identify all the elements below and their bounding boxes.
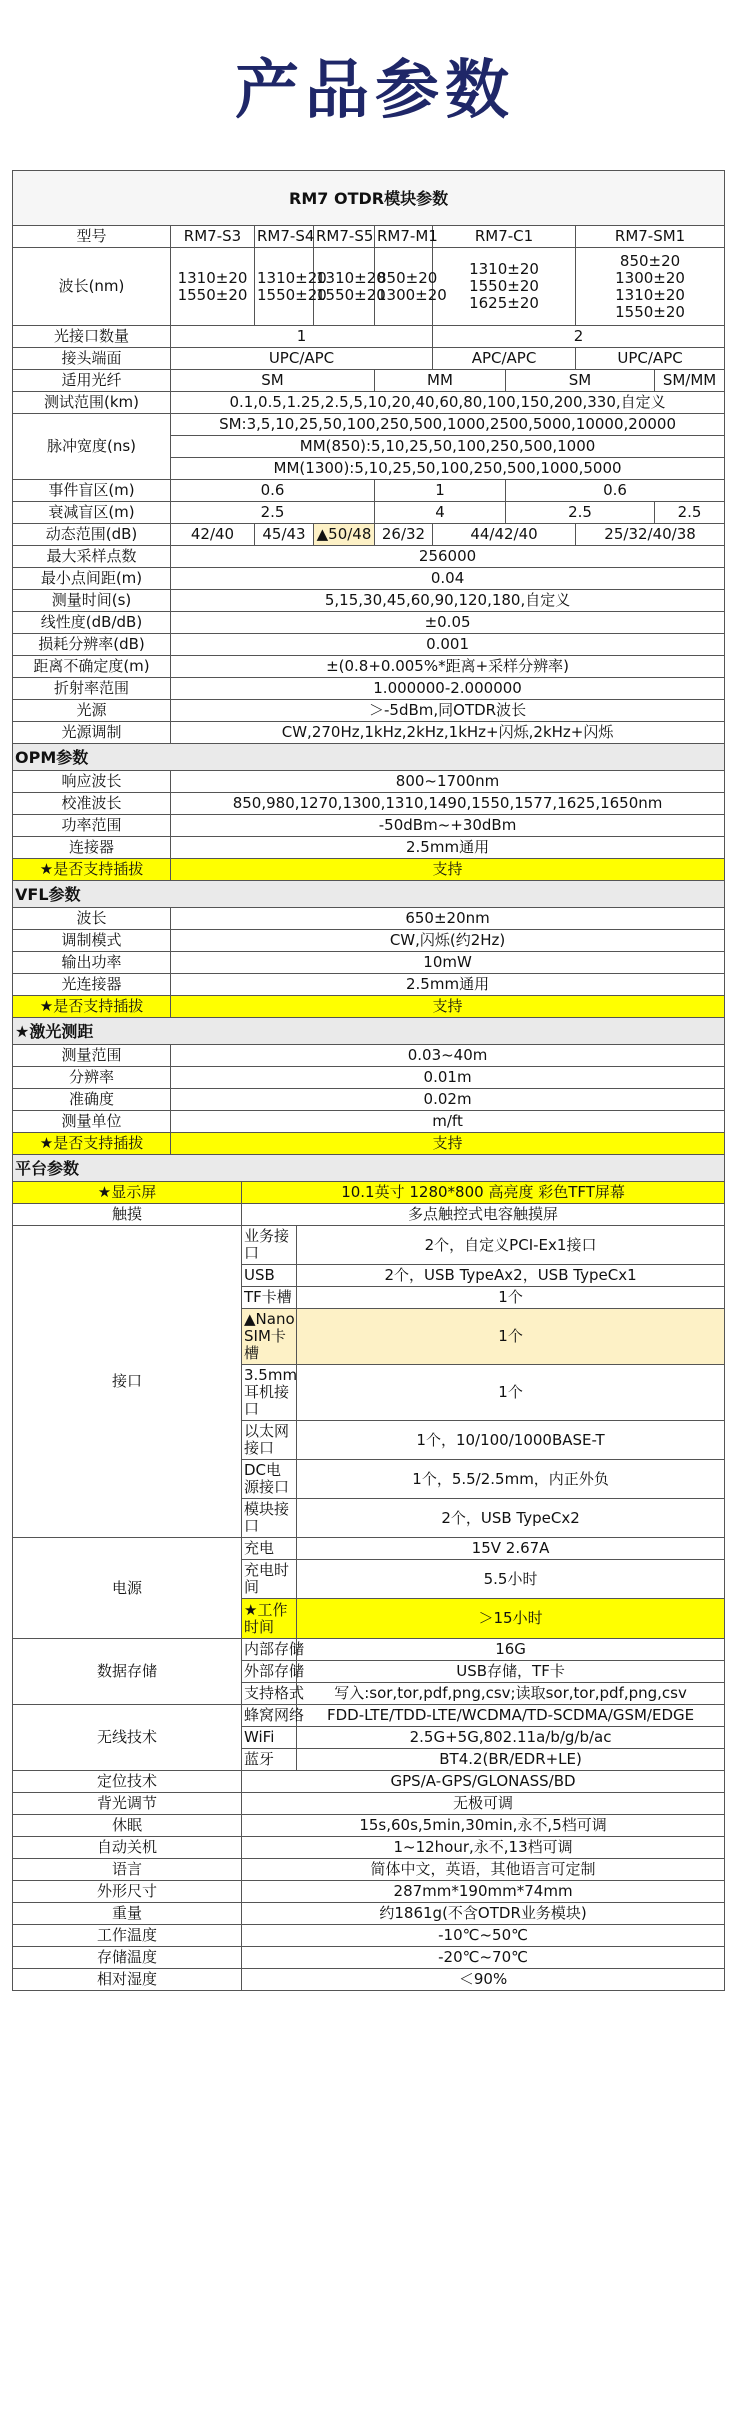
table-cell: 工作温度 [13,1925,242,1947]
table-row [13,1155,725,1182]
table-cell: 适用光纤 [13,370,171,392]
model-4: RM7-C1 [433,226,576,248]
table-row [13,370,725,392]
table-cell: 损耗分辨率(dB) [13,634,171,656]
table-cell: 2.5 [655,502,725,524]
wavelength-5: 850±20 1300±20 1310±20 1550±20 [576,248,725,326]
iface-item-label: TF卡槽 [242,1287,297,1309]
table-cell: 2.5mm通用 [171,837,725,859]
table-cell: 多点触控式电容触摸屏 [242,1204,725,1226]
table-row [13,348,725,370]
table-row [13,930,725,952]
table-cell: 响应波长 [13,771,171,793]
model-label: 型号 [13,226,171,248]
iface-item-value: 1个，5.5/2.5mm，内正外负 [297,1460,725,1499]
table-cell: 接头端面 [13,348,171,370]
table-cell: 光接口数量 [13,326,171,348]
table-cell: 脉冲宽度(ns) [13,414,171,480]
section-title: 平台参数 [13,1155,725,1182]
table-cell: 分辨率 [13,1067,171,1089]
table-cell: 衰减盲区(m) [13,502,171,524]
table-row [13,744,725,771]
table-cell: m/ft [171,1111,725,1133]
table-row [13,1903,725,1925]
table-cell: 4 [375,502,506,524]
table-cell: SM:3,5,10,25,50,100,250,500,1000,2500,5000,10000,20000 [171,414,725,436]
iface-item-value: 1个 [297,1309,725,1365]
page-title: 产品参数 [235,54,515,128]
table-cell: 0.6 [171,480,375,502]
table-cell: UPC/APC [171,348,433,370]
wireless-item-value: FDD-LTE/TDD-LTE/WCDMA/TD-SCDMA/GSM/EDGE [297,1705,725,1727]
storage-item-value: 16G [297,1639,725,1661]
table-row [13,568,725,590]
iface-item-label: ▲Nano SIM卡槽 [242,1309,297,1365]
table-cell: 2 [433,326,725,348]
power-item-label: 充电 [242,1538,297,1560]
iface-item-label: USB [242,1265,297,1287]
table-cell: 背光调节 [13,1793,242,1815]
table-cell: 线性度(dB/dB) [13,612,171,634]
table-cell: APC/APC [433,348,576,370]
iface-item-label: 以太网接口 [242,1421,297,1460]
support-label: ★是否支持插拔 [13,859,171,881]
table-row [13,881,725,908]
table-cell: 语言 [13,1859,242,1881]
iface-item-value: 1个 [297,1287,725,1309]
dyn-2: ▲50/48 [314,524,375,546]
power-item-value: 15V 2.67A [297,1538,725,1560]
table-cell: CW,270Hz,1kHz,2kHz,1kHz+闪烁,2kHz+闪烁 [171,722,725,744]
table-cell: 0.03~40m [171,1045,725,1067]
display-value: 10.1英寸 1280*800 高亮度 彩色TFT屏幕 [242,1182,725,1204]
table-row [13,974,725,996]
table-cell: MM(850):5,10,25,50,100,250,500,1000 [171,436,725,458]
table-cell: 连接器 [13,837,171,859]
iface-item-label: 业务接口 [242,1226,297,1265]
table-cell: SM [506,370,655,392]
display-label: ★显示屏 [13,1182,242,1204]
table-cell: 调制模式 [13,930,171,952]
table-row [13,248,725,326]
model-2: RM7-S5 [314,226,375,248]
table-row [13,793,725,815]
iface-item-label: 模块接口 [242,1499,297,1538]
iface-item-label: DC电源接口 [242,1460,297,1499]
table-row [13,952,725,974]
iface-item-value: 1个 [297,1365,725,1421]
section-title: OPM参数 [13,744,725,771]
table-cell: SM [171,370,375,392]
support-value: 支持 [171,859,725,881]
table-cell: -50dBm~+30dBm [171,815,725,837]
table-row [13,1969,725,1991]
table-row [13,1182,725,1204]
table-cell: 最小点间距(m) [13,568,171,590]
table-cell: 休眠 [13,1815,242,1837]
table-row [13,612,725,634]
model-3: RM7-M1 [375,226,433,248]
table-cell: 0.6 [506,480,725,502]
table-cell: 10mW [171,952,725,974]
table-cell: 距离不确定度(m) [13,656,171,678]
table-row [13,1837,725,1859]
table-cell: -10℃~50℃ [242,1925,725,1947]
iface-item-value: 2个，USB TypeAx2，USB TypeCx1 [297,1265,725,1287]
table-row [13,1705,725,1727]
table-cell: 存储温度 [13,1947,242,1969]
power-item-label: ★工作时间 [242,1599,297,1639]
table-cell: ±(0.8+0.005%*距离+采样分辨率) [171,656,725,678]
table-row [13,1771,725,1793]
dyn-0: 42/40 [171,524,255,546]
table-cell: ＞-5dBm,同OTDR波长 [171,700,725,722]
table-cell: -20℃~70℃ [242,1947,725,1969]
table-cell: 准确度 [13,1089,171,1111]
table-cell: 触摸 [13,1204,242,1226]
section-title: VFL参数 [13,881,725,908]
table-cell: 重量 [13,1903,242,1925]
table-cell: 最大采样点数 [13,546,171,568]
table-row [13,1793,725,1815]
table-row [13,392,725,414]
table-row [13,502,725,524]
table-row [13,171,725,226]
table-cell: ＜90% [242,1969,725,1991]
model-0: RM7-S3 [171,226,255,248]
table-row [13,590,725,612]
table-cell: 无极可调 [242,1793,725,1815]
table-cell: 自动关机 [13,1837,242,1859]
table-cell: 约1861g(不含OTDR业务模块) [242,1903,725,1925]
table-cell: 2.5mm通用 [171,974,725,996]
model-1: RM7-S4 [255,226,314,248]
support-value: 支持 [171,996,725,1018]
table-cell: 波长 [13,908,171,930]
table-row [13,480,725,502]
power-item-value: 5.5小时 [297,1560,725,1599]
table-cell: 2.5 [171,502,375,524]
table-row [13,996,725,1018]
table-row [13,771,725,793]
table-cell: 测量时间(s) [13,590,171,612]
table-row [13,1018,725,1045]
table-row [13,1226,725,1265]
storage-item-label: 支持格式 [242,1683,297,1705]
table-cell: ±0.05 [171,612,725,634]
table-row [13,634,725,656]
power-item-label: 充电时间 [242,1560,297,1599]
spec-table [12,170,725,1991]
support-value: 支持 [171,1133,725,1155]
storage-label: 数据存储 [13,1639,242,1705]
wireless-item-value: BT4.2(BR/EDR+LE) [297,1749,725,1771]
table-title: RM7 OTDR模块参数 [13,171,725,226]
table-row [13,1089,725,1111]
wireless-item-label: 蜂窝网络 [242,1705,297,1727]
section-title: ★激光测距 [13,1018,725,1045]
storage-item-value: USB存储，TF卡 [297,1661,725,1683]
table-cell: 0.02m [171,1089,725,1111]
table-cell: SM/MM [655,370,725,392]
table-cell: 测试范围(km) [13,392,171,414]
table-cell: 折射率范围 [13,678,171,700]
table-cell: 0.001 [171,634,725,656]
storage-item-label: 外部存储 [242,1661,297,1683]
table-row [13,837,725,859]
table-cell: 动态范围(dB) [13,524,171,546]
table-cell: 800~1700nm [171,771,725,793]
table-cell: 相对湿度 [13,1969,242,1991]
table-cell: 事件盲区(m) [13,480,171,502]
power-label: 电源 [13,1538,242,1639]
wavelength-0: 1310±20 1550±20 [171,248,255,326]
wireless-item-value: 2.5G+5G,802.11a/b/g/b/ac [297,1727,725,1749]
table-row [13,859,725,881]
table-row [13,1815,725,1837]
table-row [13,226,725,248]
wireless-item-label: WiFi [242,1727,297,1749]
table-cell: 850,980,1270,1300,1310,1490,1550,1577,1625,1650nm [171,793,725,815]
table-row [13,1538,725,1560]
table-row [13,908,725,930]
table-row [13,326,725,348]
table-cell: GPS/A-GPS/GLONASS/BD [242,1771,725,1793]
table-cell: 外形尺寸 [13,1881,242,1903]
table-row [13,414,725,436]
iface-item-label: 3.5mm耳机接口 [242,1365,297,1421]
table-row [13,1067,725,1089]
table-row [13,1947,725,1969]
iface-item-value: 2个，USB TypeCx2 [297,1499,725,1538]
table-row [13,1639,725,1661]
table-cell: 光源调制 [13,722,171,744]
iface-item-value: 2个，自定义PCI-Ex1接口 [297,1226,725,1265]
page-title-area [0,0,750,170]
dyn-4: 44/42/40 [433,524,576,546]
table-cell: 校准波长 [13,793,171,815]
support-label: ★是否支持插拔 [13,996,171,1018]
wireless-item-label: 蓝牙 [242,1749,297,1771]
wavelength-4: 1310±20 1550±20 1625±20 [433,248,576,326]
table-cell: 光连接器 [13,974,171,996]
table-row [13,1133,725,1155]
table-cell: 256000 [171,546,725,568]
power-item-value: ＞15小时 [297,1599,725,1639]
table-row [13,1925,725,1947]
table-cell: 287mm*190mm*74mm [242,1881,725,1903]
table-cell: 1 [171,326,433,348]
storage-item-value: 写入:sor,tor,pdf,png,csv;读取sor,tor,pdf,png,csv [297,1683,725,1705]
wireless-label: 无线技术 [13,1705,242,1771]
table-cell: 测量范围 [13,1045,171,1067]
dyn-5: 25/32/40/38 [576,524,725,546]
table-cell: 15s,60s,5min,30min,永不,5档可调 [242,1815,725,1837]
table-cell: MM(1300):5,10,25,50,100,250,500,1000,5000 [171,458,725,480]
table-row [13,678,725,700]
table-cell: 5,15,30,45,60,90,120,180,自定义 [171,590,725,612]
table-cell: 0.01m [171,1067,725,1089]
table-cell: 光源 [13,700,171,722]
table-row [13,1881,725,1903]
table-cell: 简体中文，英语，其他语言可定制 [242,1859,725,1881]
table-row [13,1859,725,1881]
table-row [13,656,725,678]
table-cell: 输出功率 [13,952,171,974]
table-row [13,524,725,546]
iface-label: 接口 [13,1226,242,1538]
table-row [13,722,725,744]
dyn-3: 26/32 [375,524,433,546]
table-cell: 功率范围 [13,815,171,837]
table-cell: 2.5 [506,502,655,524]
table-cell: CW,闪烁(约2Hz) [171,930,725,952]
table-cell: 测量单位 [13,1111,171,1133]
table-row [13,700,725,722]
table-row [13,815,725,837]
support-label: ★是否支持插拔 [13,1133,171,1155]
storage-item-label: 内部存储 [242,1639,297,1661]
table-cell: 0.1,0.5,1.25,2.5,5,10,20,40,60,80,100,150,200,330,自定义 [171,392,725,414]
dyn-1: 45/43 [255,524,314,546]
iface-item-value: 1个，10/100/1000BASE-T [297,1421,725,1460]
table-row [13,546,725,568]
table-cell: UPC/APC [576,348,725,370]
table-cell: 1.000000-2.000000 [171,678,725,700]
model-5: RM7-SM1 [576,226,725,248]
wavelength-label: 波长(nm) [13,248,171,326]
table-cell: 定位技术 [13,1771,242,1793]
table-cell: 0.04 [171,568,725,590]
table-cell: 650±20nm [171,908,725,930]
table-cell: MM [375,370,506,392]
table-cell: 1 [375,480,506,502]
wavelength-1: 1310±20 1550±20 [255,248,314,326]
table-row [13,1204,725,1226]
table-row [13,1111,725,1133]
table-cell: 1~12hour,永不,13档可调 [242,1837,725,1859]
wavelength-2: 1310±20 1550±20 [314,248,375,326]
table-row [13,1045,725,1067]
wavelength-3: 850±20 1300±20 [375,248,433,326]
